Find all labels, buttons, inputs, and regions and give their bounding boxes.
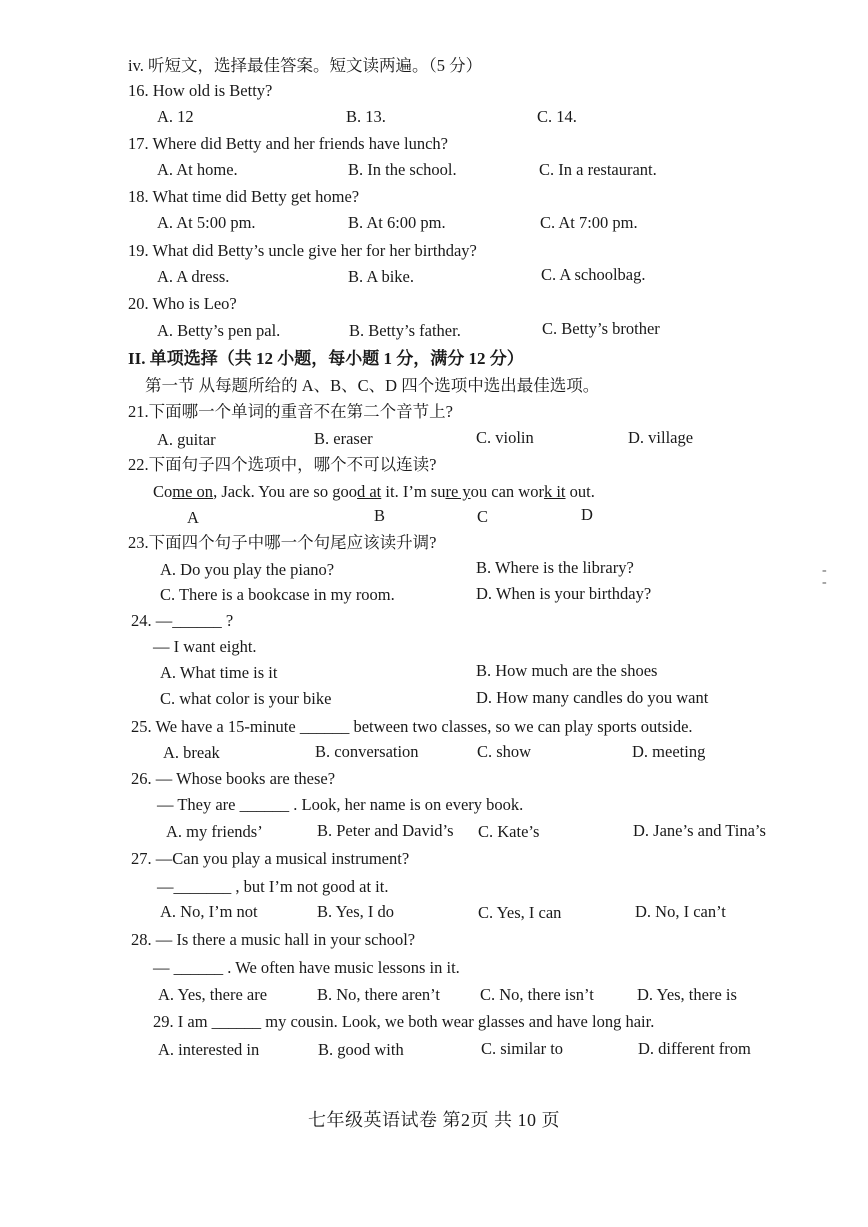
q20-option-c: C. Betty’s brother xyxy=(542,319,660,338)
question-25: 25. We have a 15-minute ______ between two classes, so we can play sports outside. xyxy=(131,717,693,736)
question-21: 21.下面哪一个单词的重音不在第二个音节上? xyxy=(128,402,453,421)
q28-reply: — ______ . We often have music lessons in it. xyxy=(153,958,460,977)
q21-option-c: C. violin xyxy=(476,428,534,447)
q24-reply: — I want eight. xyxy=(153,637,257,656)
q21-option-d: D. village xyxy=(628,428,694,447)
question-17: 17. Where did Betty and her friends have lunch? xyxy=(128,134,448,153)
q16-option-c: C. 14. xyxy=(537,107,577,126)
margin-dash-mark: - xyxy=(822,575,827,590)
q22-label-c: C xyxy=(477,507,489,526)
q20-option-a: A. Betty’s pen pal. xyxy=(157,321,281,340)
page-footer: 七年级英语试卷 第2页 共 10 页 xyxy=(308,1110,560,1130)
sentence-part: , Jack. You are so goo xyxy=(213,482,357,501)
q23-option-c: C. There is a bookcase in my room. xyxy=(160,585,395,604)
section-ii-header: II. 单项选择（共 12 小题，每小题 1 分，满分 12 分） xyxy=(128,349,524,368)
q22-label-d: D xyxy=(581,505,593,524)
sentence-part: ou can wor xyxy=(470,482,544,501)
question-26: 26. — Whose books are these? xyxy=(131,769,336,788)
q16-option-b: B. 13. xyxy=(346,107,386,126)
q28-option-b: B. No, there aren’t xyxy=(317,985,440,1004)
q20-option-b: B. Betty’s father. xyxy=(349,321,461,340)
q27-option-d: D. No, I can’t xyxy=(635,902,726,921)
q27-option-c: C. Yes, I can xyxy=(478,903,562,922)
q26-reply: — They are ______ . Look, her name is on every book. xyxy=(157,795,524,814)
q29-option-b: B. good with xyxy=(318,1040,404,1059)
question-24: 24. —______ ? xyxy=(131,611,234,630)
q25-option-b: B. conversation xyxy=(315,742,419,761)
question-18: 18. What time did Betty get home? xyxy=(128,187,360,206)
q29-option-a: A. interested in xyxy=(158,1040,260,1059)
q17-option-b: B. In the school. xyxy=(348,160,457,179)
question-19: 19. What did Betty’s uncle give her for her birthday? xyxy=(128,241,477,260)
q29-option-d: D. different from xyxy=(638,1039,751,1058)
question-16: 16. How old is Betty? xyxy=(128,81,273,100)
q24-option-b: B. How much are the shoes xyxy=(476,661,658,680)
question-27: 27. —Can you play a musical instrument? xyxy=(131,849,410,868)
q23-option-b: B. Where is the library? xyxy=(476,558,634,577)
q27-option-a: A. No, I’m not xyxy=(160,902,258,921)
question-28: 28. — Is there a music hall in your school? xyxy=(131,930,416,949)
q19-option-a: A. A dress. xyxy=(157,267,230,286)
q18-option-c: C. At 7:00 pm. xyxy=(540,213,638,232)
q18-option-a: A. At 5:00 pm. xyxy=(157,213,256,232)
q17-option-a: A. At home. xyxy=(157,160,238,179)
question-20: 20. Who is Leo? xyxy=(128,294,237,313)
q25-option-a: A. break xyxy=(163,743,220,762)
q28-option-a: A. Yes, there are xyxy=(158,985,268,1004)
q24-option-d: D. How many candles do you want xyxy=(476,688,709,707)
q23-option-a: A. Do you play the piano? xyxy=(160,560,335,579)
q18-option-b: B. At 6:00 pm. xyxy=(348,213,446,232)
q17-option-c: C. In a restaurant. xyxy=(539,160,657,179)
q27-reply: —_______ , but I’m not good at it. xyxy=(157,877,389,896)
q19-option-b: B. A bike. xyxy=(348,267,415,286)
q24-option-a: A. What time is it xyxy=(160,663,278,682)
q25-option-c: C. show xyxy=(477,742,532,761)
q19-option-c: C. A schoolbag. xyxy=(541,265,646,284)
q28-option-c: C. No, there isn’t xyxy=(480,985,594,1004)
q26-option-c: C. Kate’s xyxy=(478,822,540,841)
q26-option-d: D. Jane’s and Tina’s xyxy=(633,821,766,840)
q28-option-d: D. Yes, there is xyxy=(637,985,737,1004)
q22-label-b: B xyxy=(374,506,386,525)
liaison-d: k it xyxy=(543,482,566,501)
liaison-c: re y xyxy=(445,482,471,501)
q22-sentence xyxy=(153,482,595,502)
q24-option-c: C. what color is your bike xyxy=(160,689,332,708)
q26-option-b: B. Peter and David’s xyxy=(317,821,454,840)
question-23: 23.下面四个句子中哪一个句尾应该读升调? xyxy=(128,533,437,552)
q22-label-a: A xyxy=(187,508,199,527)
q23-option-d: D. When is your birthday? xyxy=(476,584,652,603)
question-22: 22.下面句子四个选项中，哪个不可以连读? xyxy=(128,455,437,474)
q26-option-a: A. my friends’ xyxy=(166,822,263,841)
margin-dash-mark: - xyxy=(822,563,827,578)
section-iv-header: iv. 听短文，选择最佳答案。短文读两遍。（5 分） xyxy=(128,56,483,75)
sentence-part: out. xyxy=(565,482,595,501)
q16-option-a: A. 12 xyxy=(157,107,194,126)
q21-option-b: B. eraser xyxy=(314,429,373,448)
sentence-part: it. I’m su xyxy=(381,482,446,501)
question-29: 29. I am ______ my cousin. Look, we both wear glasses and have long hair. xyxy=(153,1012,655,1031)
q27-option-b: B. Yes, I do xyxy=(317,902,395,921)
section-ii-instruction: 第一节 从每题所给的 A、B、C、D 四个选项中选出最佳选项。 xyxy=(145,376,600,395)
liaison-b: d at xyxy=(356,482,382,501)
q21-option-a: A. guitar xyxy=(157,430,216,449)
sentence-part: Co xyxy=(153,482,173,501)
q29-option-c: C. similar to xyxy=(481,1039,564,1058)
q25-option-d: D. meeting xyxy=(632,742,706,761)
liaison-a: me on xyxy=(172,482,214,501)
